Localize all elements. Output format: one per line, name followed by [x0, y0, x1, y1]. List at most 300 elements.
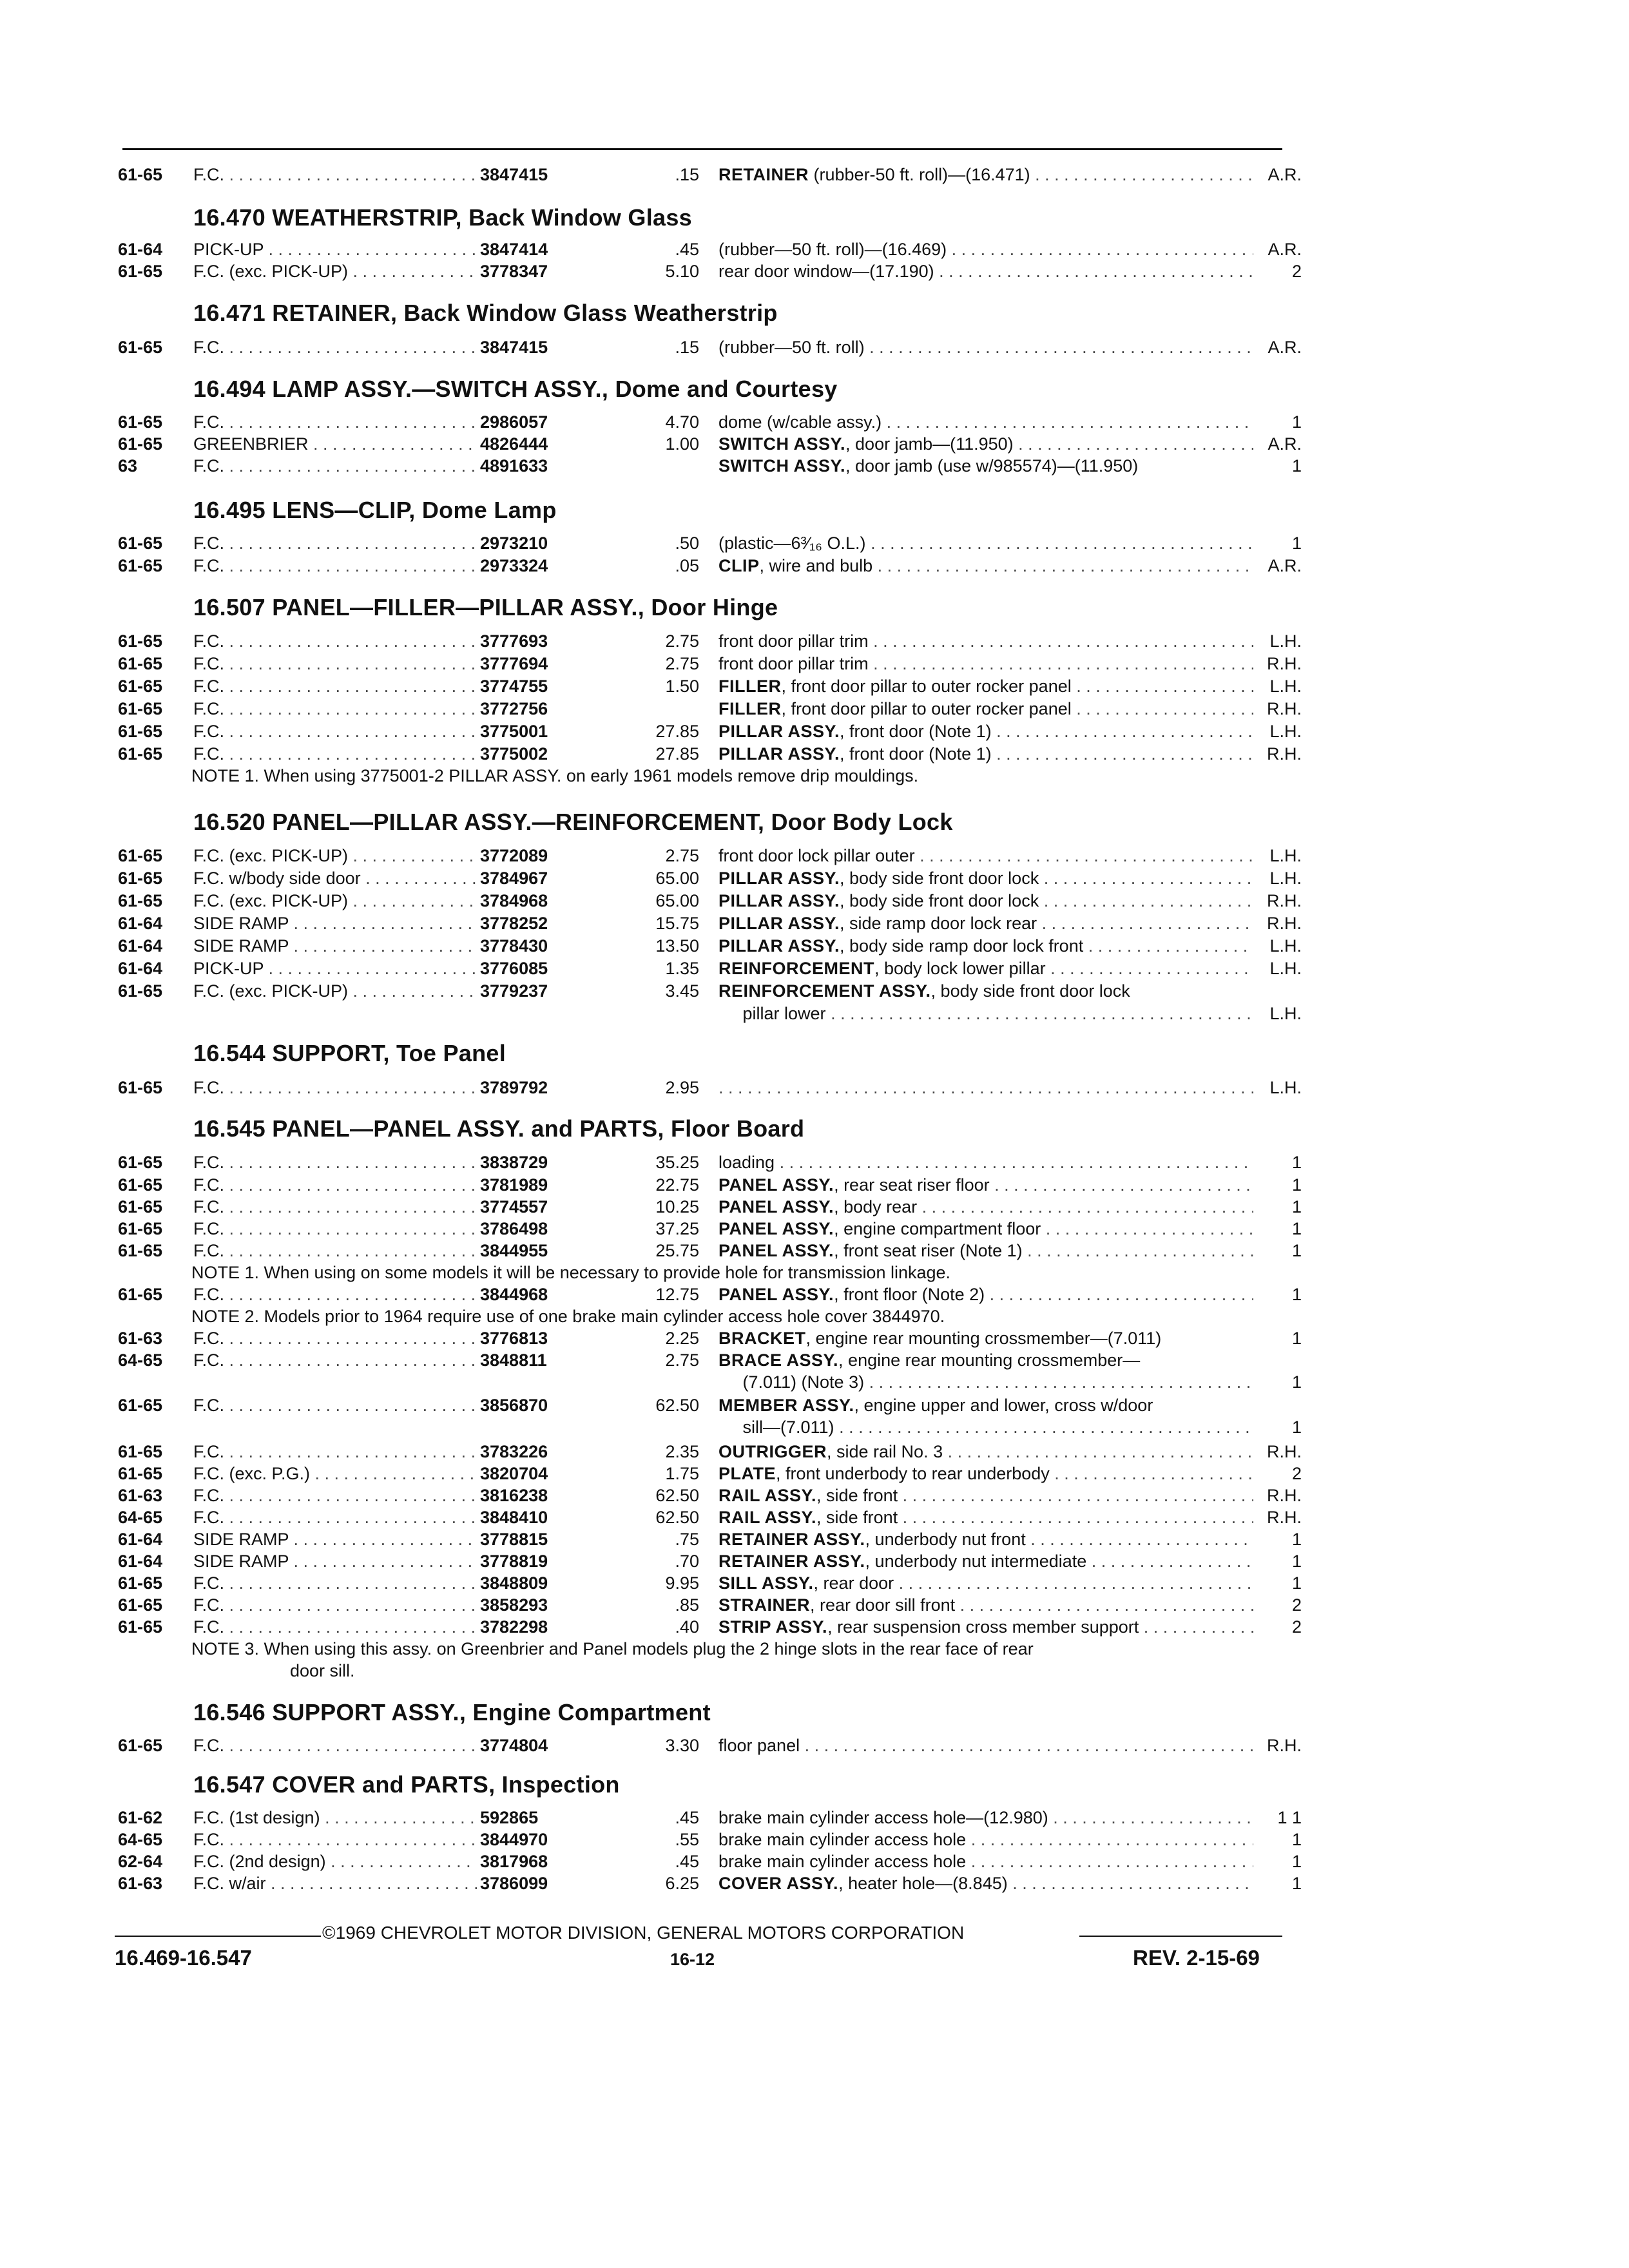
application: SIDE RAMP . . . [193, 935, 477, 957]
quantity: A.R. [1268, 165, 1302, 184]
part-row [0, 164, 1629, 186]
years: 64-65 [118, 1508, 163, 1527]
section-heading: 16.545 PANEL—PANEL ASSY. and PARTS, Floor Board [193, 1115, 805, 1142]
part-row [0, 260, 1629, 282]
part-row [0, 890, 1629, 912]
description-bold: RAIL ASSY. [718, 1486, 817, 1505]
description-bold: STRIP ASSY. [718, 1617, 828, 1637]
part-row [0, 1872, 1629, 1894]
application: F.C. (exc. P.G.) . . . [193, 1463, 477, 1485]
description-bold: PANEL ASSY. [718, 1219, 834, 1238]
description [718, 1077, 1253, 1099]
part-number: 3789792 [480, 1078, 548, 1097]
part-row [0, 1441, 1629, 1463]
part-row [0, 1829, 1629, 1850]
quantity: L.H. [1269, 1078, 1302, 1097]
years: 64-65 [118, 1830, 163, 1849]
price: .15 [675, 338, 699, 357]
part-number: 3783226 [480, 1442, 548, 1461]
application: F.C. . . . [193, 1327, 477, 1349]
years: 61-65 [118, 165, 163, 184]
description-bold: RETAINER ASSY. [718, 1552, 865, 1571]
description-text: (rubber-50 ft. roll)—(16.471) [809, 165, 1030, 184]
quantity: L.H. [1269, 631, 1302, 651]
description [718, 1283, 1253, 1305]
part-number: 3778819 [480, 1552, 548, 1571]
years: 61-65 [118, 262, 163, 281]
years: 63 [118, 456, 138, 476]
note: NOTE 1. When using 3775001-2 PILLAR ASSY. on early 1961 models remove drip mouldings. [191, 766, 919, 785]
application: SIDE RAMP . . . [193, 912, 477, 934]
description-text: brake main cylinder access hole [718, 1852, 967, 1871]
price: 27.85 [655, 722, 699, 741]
quantity: R.H. [1267, 654, 1302, 673]
application: F.C. . . . [193, 1572, 477, 1594]
part-number: 3772756 [480, 699, 548, 718]
description-text: pillar lower [718, 1004, 826, 1023]
part-number: 3848809 [480, 1573, 548, 1593]
description-text: , body side front door lock [930, 981, 1130, 1001]
years: 61-65 [118, 1197, 163, 1216]
years: 61-65 [118, 1573, 163, 1593]
description-text: , body side front door lock [840, 891, 1039, 910]
years: 61-65 [118, 1617, 163, 1637]
description-text: , body lock lower pillar [874, 959, 1046, 978]
description [718, 1003, 1253, 1024]
price: 6.25 [665, 1874, 699, 1893]
price: 37.25 [655, 1219, 699, 1238]
description-bold: PILLAR ASSY. [718, 869, 840, 888]
price: .45 [675, 240, 699, 259]
years: 61-65 [118, 631, 163, 651]
application: F.C. . . . [193, 1829, 477, 1850]
description-text: , heater hole—(8.845) [838, 1874, 1008, 1893]
section-heading: 16.507 PANEL—FILLER—PILLAR ASSY., Door Hinge [193, 594, 778, 620]
section-heading: 16.544 SUPPORT, Toe Panel [193, 1040, 506, 1066]
description [718, 1196, 1253, 1218]
price: .85 [675, 1595, 699, 1615]
part-row [0, 1394, 1629, 1416]
part-number: 3844955 [480, 1241, 548, 1260]
description-text: , body rear [834, 1197, 918, 1216]
part-row [0, 1151, 1629, 1173]
part-row [0, 675, 1629, 697]
application: F.C. (exc. PICK-UP) . . . [193, 890, 477, 912]
application: SIDE RAMP . . . [193, 1550, 477, 1572]
description-bold: SWITCH ASSY. [718, 434, 846, 454]
price: 4.70 [665, 412, 699, 432]
application: F.C. . . . [193, 720, 477, 742]
description-bold: PANEL ASSY. [718, 1241, 834, 1260]
part-number: 2973210 [480, 533, 548, 553]
description [718, 867, 1253, 889]
price: 1.75 [665, 1464, 699, 1483]
application: F.C. . . . [193, 1506, 477, 1528]
part-number: 3778347 [480, 262, 548, 281]
description [718, 1416, 1253, 1438]
application: F.C. . . . [193, 455, 477, 477]
part-row [0, 238, 1629, 260]
quantity: 1 [1291, 1573, 1302, 1593]
description [718, 1572, 1253, 1594]
application: F.C. . . . [193, 1441, 477, 1463]
years: 61-65 [118, 981, 163, 1001]
description-text: , side rail No. 3 [827, 1442, 943, 1461]
part-row [0, 1807, 1629, 1829]
years: 61-65 [118, 1153, 163, 1172]
part-number: 3774755 [480, 677, 548, 696]
application: F.C. (2nd design) . . . [193, 1850, 477, 1872]
part-row [0, 653, 1629, 675]
years: 61-62 [118, 1808, 163, 1827]
quantity: 2 [1291, 1464, 1302, 1483]
years: 61-65 [118, 846, 163, 865]
description [718, 1594, 1253, 1616]
description-text: , body side front door lock [840, 869, 1039, 888]
application: SIDE RAMP . . . [193, 1528, 477, 1550]
application: F.C. . . . [193, 411, 477, 433]
quantity: 1 [1291, 1874, 1302, 1893]
part-number: 3848811 [480, 1350, 547, 1370]
description-text: , engine rear mounting crossmember—(7.011) [805, 1329, 1162, 1348]
application: F.C. . . . [193, 336, 477, 358]
price: 2.25 [665, 1329, 699, 1348]
description [718, 980, 1253, 1002]
price: 27.85 [655, 744, 699, 764]
description [718, 912, 1253, 934]
description-bold: PANEL ASSY. [718, 1175, 834, 1195]
price: 62.50 [655, 1396, 699, 1415]
price: .55 [675, 1830, 699, 1849]
description-text: , rear suspension cross member support [827, 1617, 1139, 1637]
quantity: L.H. [1269, 722, 1302, 741]
application: F.C. . . . [193, 675, 477, 697]
part-row [0, 698, 1629, 720]
footer-rule-left [115, 1936, 321, 1937]
price: .45 [675, 1808, 699, 1827]
quantity: L.H. [1269, 1004, 1302, 1023]
description [718, 1327, 1253, 1349]
years: 61-65 [118, 1285, 163, 1304]
part-number: 3782298 [480, 1617, 548, 1637]
description-text: , rear door sill front [810, 1595, 956, 1615]
quantity: L.H. [1269, 959, 1302, 978]
part-number: 3778252 [480, 914, 548, 933]
price: .50 [675, 533, 699, 553]
years: 61-64 [118, 240, 163, 259]
description [718, 238, 1253, 260]
years: 61-65 [118, 1219, 163, 1238]
years: 64-65 [118, 1350, 163, 1370]
part-row [0, 912, 1629, 934]
description [718, 1349, 1253, 1371]
description [718, 890, 1253, 912]
description-bold: RETAINER [718, 165, 809, 184]
years: 61-63 [118, 1329, 163, 1348]
price: 15.75 [655, 914, 699, 933]
quantity: R.H. [1267, 744, 1302, 764]
description-bold: BRACE ASSY. [718, 1350, 839, 1370]
years: 61-65 [118, 1078, 163, 1097]
part-number: 3848410 [480, 1508, 548, 1527]
part-number: 3778430 [480, 936, 548, 956]
part-row [0, 1528, 1629, 1550]
years: 61-65 [118, 434, 163, 454]
years: 61-64 [118, 936, 163, 956]
description-text: (rubber—50 ft. roll)—(16.469) [718, 240, 947, 259]
description-bold: PLATE [718, 1464, 776, 1483]
years: 61-64 [118, 1552, 163, 1571]
description-text: , rear door [813, 1573, 894, 1593]
quantity: L.H. [1269, 936, 1302, 956]
part-row [0, 455, 1629, 477]
quantity: 1 [1291, 1153, 1302, 1172]
application: PICK-UP . . . [193, 238, 477, 260]
part-row [0, 433, 1629, 455]
years: 61-64 [118, 1530, 163, 1549]
footer-revision: REV. 2-15-69 [1133, 1946, 1260, 1970]
description-text: , door jamb (use w/985574)—(11.950) [845, 456, 1139, 476]
description-bold: BRACKET [718, 1329, 806, 1348]
price: 10.25 [655, 1197, 699, 1216]
part-row [0, 1077, 1629, 1099]
description [718, 455, 1253, 477]
description [718, 957, 1253, 979]
part-row [0, 1174, 1629, 1196]
price: 12.75 [655, 1285, 699, 1304]
part-row [0, 935, 1629, 957]
application: F.C. . . . [193, 1077, 477, 1099]
years: 61-65 [118, 1442, 163, 1461]
part-row [0, 867, 1629, 889]
part-number: 2986057 [480, 412, 548, 432]
part-number: 3777693 [480, 631, 548, 651]
price: 2.95 [665, 1078, 699, 1097]
part-number: 3816238 [480, 1486, 548, 1505]
years: 61-65 [118, 1595, 163, 1615]
description-text: (rubber—50 ft. roll) [718, 338, 865, 357]
part-number: 3777694 [480, 654, 548, 673]
description-bold: STRAINER [718, 1595, 811, 1615]
description [718, 164, 1253, 186]
description-bold: MEMBER ASSY. [718, 1396, 854, 1415]
price: 1.50 [665, 677, 699, 696]
price: .70 [675, 1552, 699, 1571]
description-text: floor panel [718, 1736, 800, 1755]
description [718, 675, 1253, 697]
part-row [0, 1371, 1629, 1393]
description [718, 630, 1253, 652]
part-number: 3844968 [480, 1285, 548, 1304]
description [718, 1872, 1253, 1894]
quantity: 1 [1291, 1197, 1302, 1216]
description-text: front door lock pillar outer [718, 846, 915, 865]
application: F.C. . . . [193, 1240, 477, 1262]
years: 61-65 [118, 1736, 163, 1755]
description-text: (plastic—6³⁄₁₆ O.L.) [718, 533, 866, 553]
description-bold: COVER ASSY. [718, 1874, 839, 1893]
quantity: 1 [1291, 1552, 1302, 1571]
description [718, 698, 1253, 720]
part-row [0, 1463, 1629, 1485]
part-row [0, 336, 1629, 358]
description-text: , side front [816, 1486, 898, 1505]
price: 22.75 [655, 1175, 699, 1195]
description-text: , side front [816, 1508, 898, 1527]
part-number: 3781989 [480, 1175, 548, 1195]
description-text: dome (w/cable assy.) [718, 412, 882, 432]
description-bold: CLIP [718, 556, 760, 575]
years: 61-63 [118, 1874, 163, 1893]
description [718, 1463, 1253, 1485]
part-number: 3858293 [480, 1595, 548, 1615]
description [718, 1616, 1253, 1638]
part-row [0, 957, 1629, 979]
part-number: 3775001 [480, 722, 548, 741]
years: 61-65 [118, 1241, 163, 1260]
description-bold: FILLER [718, 677, 782, 696]
application: F.C. . . . [193, 1394, 477, 1416]
application: F.C. . . . [193, 698, 477, 720]
application: F.C. . . . [193, 532, 477, 554]
description [718, 1240, 1253, 1262]
quantity: 1 [1291, 1219, 1302, 1238]
description [718, 720, 1253, 742]
part-row [0, 1485, 1629, 1506]
part-number: 3847415 [480, 165, 548, 184]
description [718, 1394, 1253, 1416]
part-number: 3784967 [480, 869, 548, 888]
part-number: 3774557 [480, 1197, 548, 1216]
price: .45 [675, 1852, 699, 1871]
quantity: R.H. [1267, 1508, 1302, 1527]
part-row [0, 1349, 1629, 1371]
part-row [0, 743, 1629, 765]
part-row [0, 1283, 1629, 1305]
quantity: R.H. [1267, 1486, 1302, 1505]
description-text: , front door (Note 1) [840, 744, 992, 764]
description [718, 1850, 1253, 1872]
years: 61-65 [118, 1175, 163, 1195]
part-row [0, 555, 1629, 577]
quantity: A.R. [1268, 240, 1302, 259]
description-text: , rear seat riser floor [834, 1175, 990, 1195]
description-text: front door pillar trim [718, 654, 869, 673]
description [718, 433, 1253, 455]
part-row [0, 1572, 1629, 1594]
description [718, 1506, 1253, 1528]
years: 61-65 [118, 654, 163, 673]
description-text: , front underbody to rear underbody [776, 1464, 1050, 1483]
description [718, 1485, 1253, 1506]
years: 61-65 [118, 1464, 163, 1483]
part-number: 3775002 [480, 744, 548, 764]
quantity: R.H. [1267, 1442, 1302, 1461]
description [718, 1735, 1253, 1756]
section-heading: 16.470 WEATHERSTRIP, Back Window Glass [193, 204, 692, 231]
application: F.C. . . . [193, 555, 477, 577]
description [718, 845, 1253, 867]
quantity: 1 [1291, 1285, 1302, 1304]
description-text: , front door pillar to outer rocker panel [781, 699, 1072, 718]
description-text: , engine upper and lower, cross w/door [854, 1396, 1153, 1415]
description-bold: PILLAR ASSY. [718, 914, 840, 933]
part-row [0, 1416, 1629, 1438]
quantity: L.H. [1269, 869, 1302, 888]
price: .15 [675, 165, 699, 184]
application: F.C. . . . [193, 164, 477, 186]
quantity: A.R. [1268, 556, 1302, 575]
years: 61-65 [118, 338, 163, 357]
years: 61-65 [118, 744, 163, 764]
section-heading: 16.494 LAMP ASSY.—SWITCH ASSY., Dome and Courtesy [193, 376, 838, 402]
price: 65.00 [655, 891, 699, 910]
note: NOTE 3. When using this assy. on Greenbrier and Panel models plug the 2 hinge slots in the rear face of rear [191, 1639, 1034, 1658]
description-text: , body side ramp door lock front [840, 936, 1084, 956]
price: 2.75 [665, 1350, 699, 1370]
description-bold: PILLAR ASSY. [718, 891, 840, 910]
part-number: 3778815 [480, 1530, 548, 1549]
years: 61-65 [118, 556, 163, 575]
years: 61-65 [118, 869, 163, 888]
application: F.C. w/body side door . . . [193, 867, 477, 889]
application: F.C. . . . [193, 1218, 477, 1240]
quantity: 1 [1291, 412, 1302, 432]
application: F.C. . . . [193, 743, 477, 765]
price: 2.75 [665, 846, 699, 865]
price: 35.25 [655, 1153, 699, 1172]
part-number: 3786498 [480, 1219, 548, 1238]
description-text: , front door (Note 1) [840, 722, 992, 741]
footer-range: 16.469-16.547 [115, 1946, 252, 1970]
years: 61-65 [118, 533, 163, 553]
description-text: , front door pillar to outer rocker panel [781, 677, 1072, 696]
part-number: 592865 [480, 1808, 539, 1827]
price: 2.75 [665, 631, 699, 651]
description [718, 1807, 1253, 1829]
description-bold: RAIL ASSY. [718, 1508, 817, 1527]
years: 61-64 [118, 959, 163, 978]
description [718, 411, 1253, 433]
description-text: front door pillar trim [718, 631, 869, 651]
part-row [0, 1550, 1629, 1572]
description-text: (7.011) (Note 3) [718, 1372, 865, 1392]
application: F.C. . . . [193, 1196, 477, 1218]
quantity: 1 [1291, 1852, 1302, 1871]
price: 65.00 [655, 869, 699, 888]
description-text: , engine compartment floor [834, 1219, 1041, 1238]
top-rule [122, 148, 1282, 150]
quantity: 1 [1291, 1372, 1302, 1392]
application: F.C. . . . [193, 1151, 477, 1173]
price: .05 [675, 556, 699, 575]
part-number: 3774804 [480, 1736, 548, 1755]
part-row [0, 1003, 1629, 1024]
quantity: 1 1 [1277, 1808, 1302, 1827]
quantity: 1 [1291, 1175, 1302, 1195]
description [718, 1550, 1253, 1572]
description [718, 260, 1253, 282]
description-text: , underbody nut front [865, 1530, 1026, 1549]
part-number: 4891633 [480, 456, 548, 476]
part-number: 3847414 [480, 240, 548, 259]
description-text: , front floor (Note 2) [834, 1285, 985, 1304]
quantity: 1 [1291, 1241, 1302, 1260]
years: 61-65 [118, 891, 163, 910]
description-bold: OUTRIGGER [718, 1442, 827, 1461]
description-text: , front seat riser (Note 1) [834, 1241, 1023, 1260]
application: F.C. (exc. PICK-UP) . . . [193, 845, 477, 867]
